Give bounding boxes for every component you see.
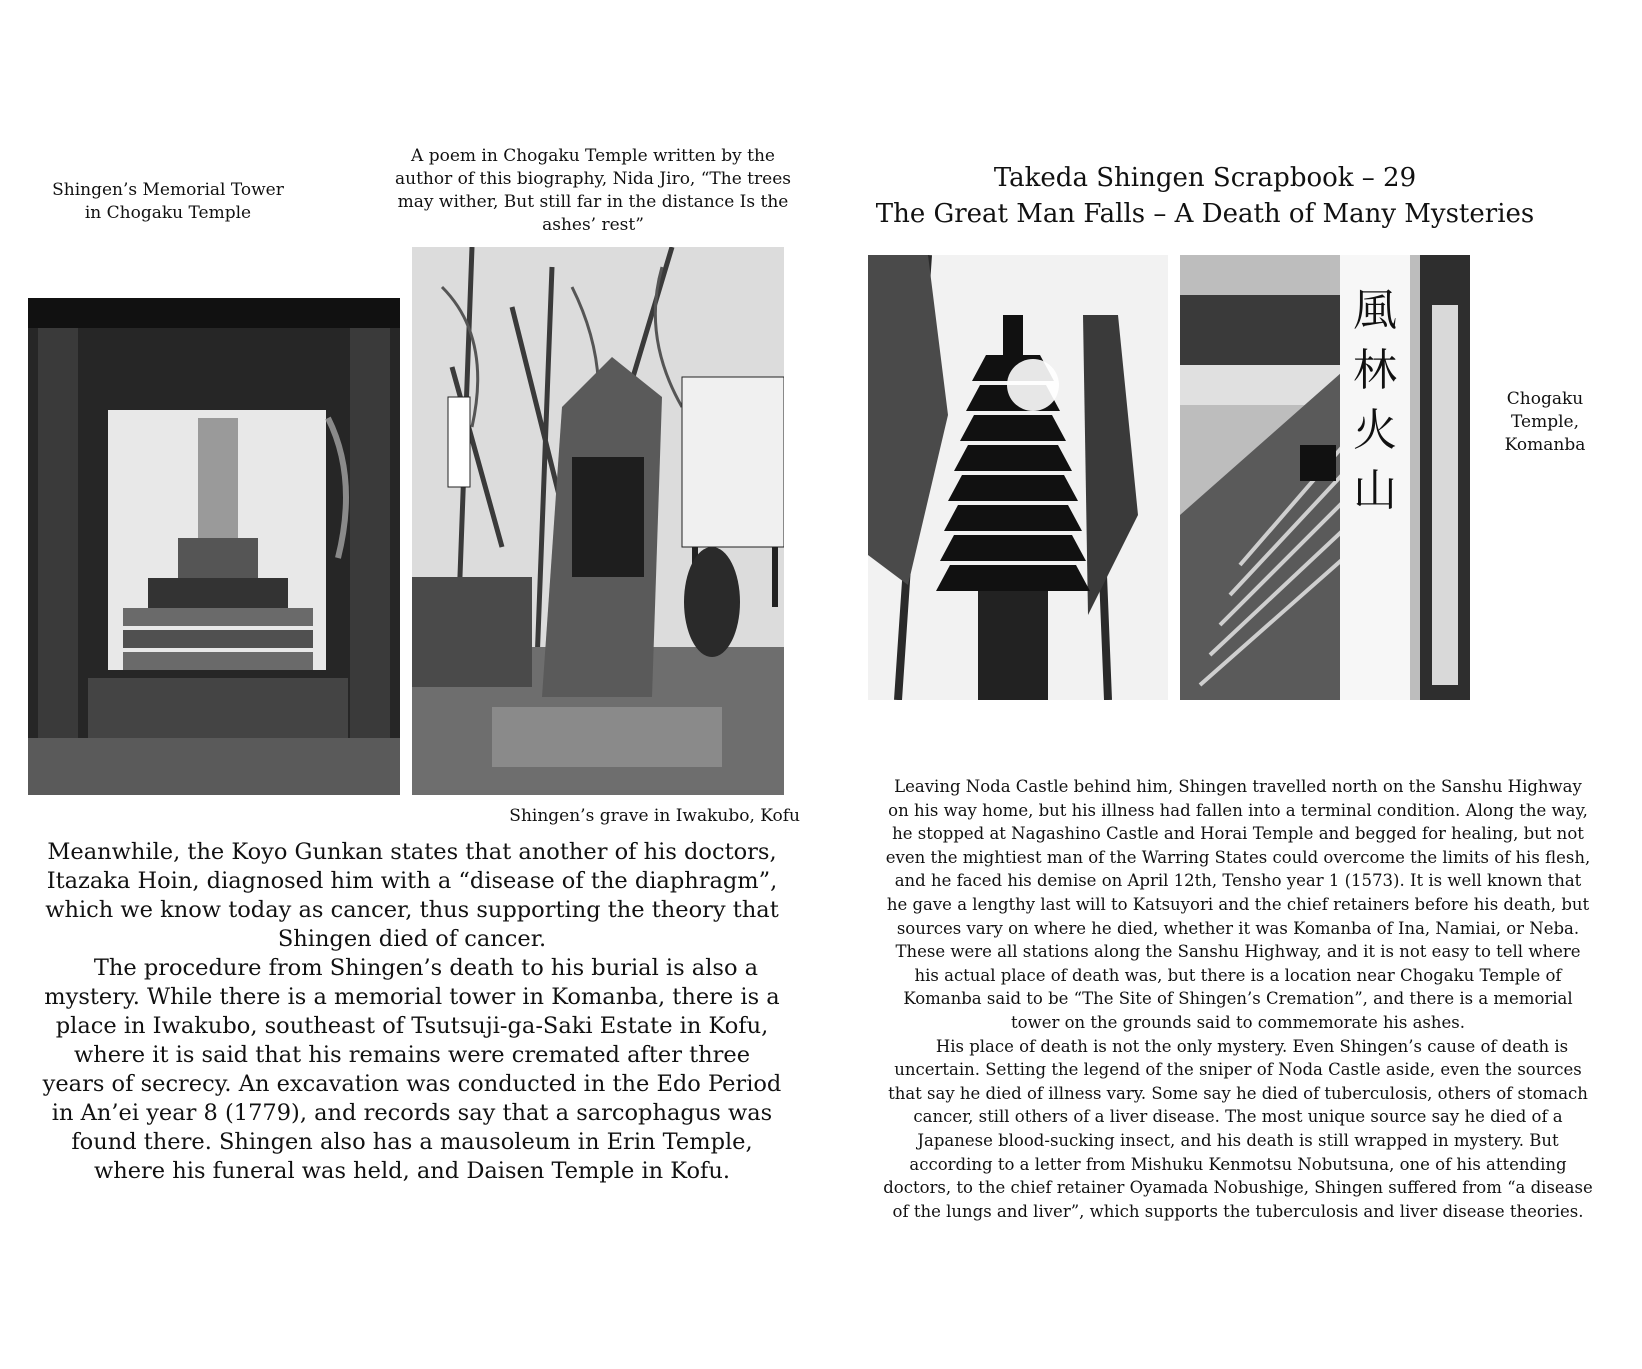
title-line-2: The Great Man Falls – A Death of Many Mysteries [875, 199, 1535, 229]
left-paragraph-1: Meanwhile, the Koyo Gunkan states that another of his doctors, Itazaka Hoin, diagnosed him with a “disease of the diaphragm”, which we know today as cancer, thus supporting the theory that Shingen died of cancer. [45, 839, 779, 952]
left-paragraph-2: The procedure from Shingen’s death to his burial is also a mystery. While there is a memorial tower in Komanba, there is a place in Iwakubo, southeast of Tsutsuji-ga-Saki Estate in Kofu, where it is said that his remains were cremated after three years of secrecy. An excavation was conducted in the Edo Period in An’ei year 8 (1779), and records say that a sarcophagus was found there. Shingen also has a mausoleum in Erin Temple, where his funeral was held, and Daisen Temple in Kofu. [42, 955, 782, 1184]
right-body-text [882, 775, 1594, 1223]
right-paragraph-1: Leaving Noda Castle behind him, Shingen travelled north on the Sanshu Highway on his way home, but his illness had fallen into a terminal condition. Along the way, he stopped at Nagashino Castle and Horai Temple and begged for healing, but not even the mightiest man of the Warring States could overcome the limits of his flesh, and he faced his demise on April 12th, Tensho year 1 (1573). It is well known that he gave a lengthy last will to Katsuyori and the chief retainers before his death, but sources vary on where he died, whether it was Komanba of Ina, Namiai, or Neba. These were all stations along the Sanshu Highway, and it is not easy to tell where his actual place of death was, but there is a location near Chogaku Temple of Komanba said to be “The Site of Shingen’s Cremation”, and there is a memorial tower on the grounds said to commemorate his ashes. [885, 777, 1591, 1032]
left-body-text [42, 838, 782, 1186]
photo-temple-stairs [1180, 255, 1470, 700]
svg-text:風: 風 [1353, 285, 1397, 336]
svg-text:林: 林 [1353, 345, 1397, 396]
photo-memorial-tower [28, 298, 400, 795]
svg-text:山: 山 [1353, 465, 1397, 516]
title-line-1: Takeda Shingen Scrapbook – 29 [993, 163, 1417, 193]
photo-grave-poem-stone [412, 247, 784, 795]
right-paragraph-2: His place of death is not the only mystery. Even Shingen’s cause of death is uncertain. Setting the legend of the sniper of Noda Castle aside, even the sources that say he died of illness vary. Some say he died of tuberculosis, others of stomach cancer, still others of a liver disease. The most unique source say he died of a Japanese blood-sucking insect, and his death is still wrapped in mystery. But according to a letter from Mishuku Kenmotsu Nobutsuna, one of his attending doctors, to the chief retainer Oyamada Nobushige, Shingen suffered from “a disease of the lungs and liver”, which supports the tuberculosis and liver disease theories. [883, 1036, 1593, 1221]
svg-text:火: 火 [1353, 405, 1397, 456]
caption-memorial-tower: Shingen’s Memorial Tower in Chogaku Temple [52, 180, 284, 223]
caption-temple: Chogaku Temple, Komanba [1504, 389, 1586, 455]
caption-poem: A poem in Chogaku Temple written by the author of this biography, Nida Jiro, “The trees may wither, But still far in the distance Is the ashes’ rest” [395, 146, 791, 235]
caption-grave: Shingen’s grave in Iwakubo, Kofu [509, 806, 800, 826]
page-title [860, 160, 1550, 232]
photo-pagoda [868, 255, 1168, 700]
